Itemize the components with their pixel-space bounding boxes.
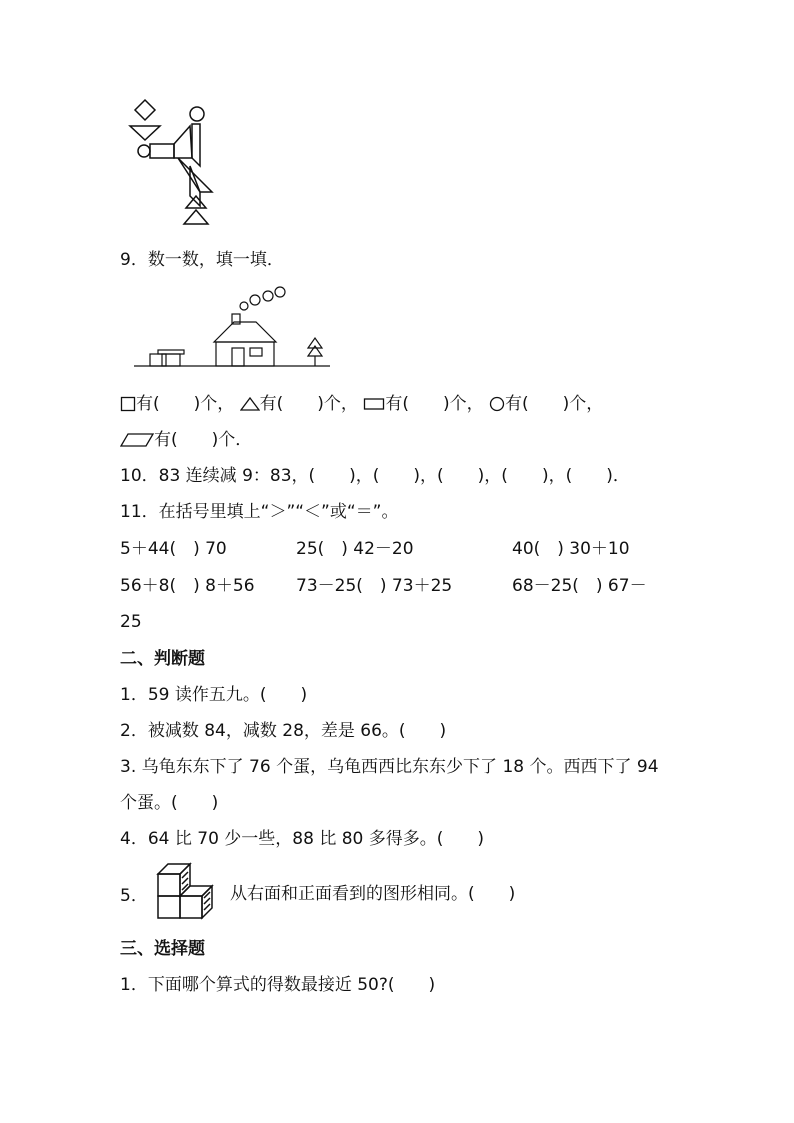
shape-count-line-2 (120, 428, 252, 452)
shape-count-line-1 (120, 392, 603, 416)
triangle-icon (240, 396, 260, 412)
q11-title: 11．在括号里填上“＞”“＜”或“＝”。 (120, 502, 399, 522)
house-scene-figure (132, 286, 332, 370)
choice-q1: 1．下面哪个算式的得数最接近 50?( ) (120, 975, 436, 995)
judge-q5-text: 从右面和正面看到的图形相同。( ) (230, 884, 516, 904)
q10-text: 10．83 连续减 9：83，( )，( )，( )，( )，( )． (120, 466, 630, 486)
cube-stack-figure (156, 862, 222, 920)
section-2-heading: 二、判断题 (120, 649, 205, 669)
judge-q2: 2．被减数 84，减数 28，差是 66。( ) (120, 721, 447, 741)
rectangle-count-label: 有( )个， (385, 394, 484, 414)
triangle-count-label: 有( )个， (259, 394, 358, 414)
q9-title: 9．数一数，填一填． (120, 250, 284, 270)
square-icon (120, 396, 136, 412)
circle-icon (489, 396, 505, 412)
q11-item-2: 25( ) 42－20 (296, 539, 414, 559)
q11-item-1: 5＋44( ) 70 (120, 539, 227, 559)
circle-count-label: 有( )个， (505, 394, 604, 414)
q11-item-3: 40( ) 30＋10 (512, 539, 630, 559)
rectangle-icon (363, 396, 385, 412)
judge-q3-line-1: 3. 乌龟东东下了 76 个蛋，乌龟西西比东东少下了 18 个。西西下了 94 (120, 757, 659, 777)
tangram-figure (120, 96, 230, 232)
square-count-label: 有( )个， (136, 394, 235, 414)
section-3-heading: 三、选择题 (120, 939, 205, 959)
judge-q5-number: 5． (120, 886, 148, 906)
q11-item-5: 73－25( ) 73＋25 (296, 576, 453, 596)
judge-q3-line-2: 个蛋。( ) (120, 793, 219, 813)
judge-q1: 1．59 读作五九。( ) (120, 685, 308, 705)
q11-row-2-wrap: 25 (120, 612, 142, 632)
parallelogram-count-label: 有( )个． (154, 430, 253, 450)
q11-item-6: 68－25( ) 67－ (512, 576, 647, 596)
judge-q4: 4．64 比 70 少一些，88 比 80 多得多。( ) (120, 829, 485, 849)
parallelogram-icon (120, 432, 154, 448)
q11-item-4: 56＋8( ) 8＋56 (120, 576, 255, 596)
